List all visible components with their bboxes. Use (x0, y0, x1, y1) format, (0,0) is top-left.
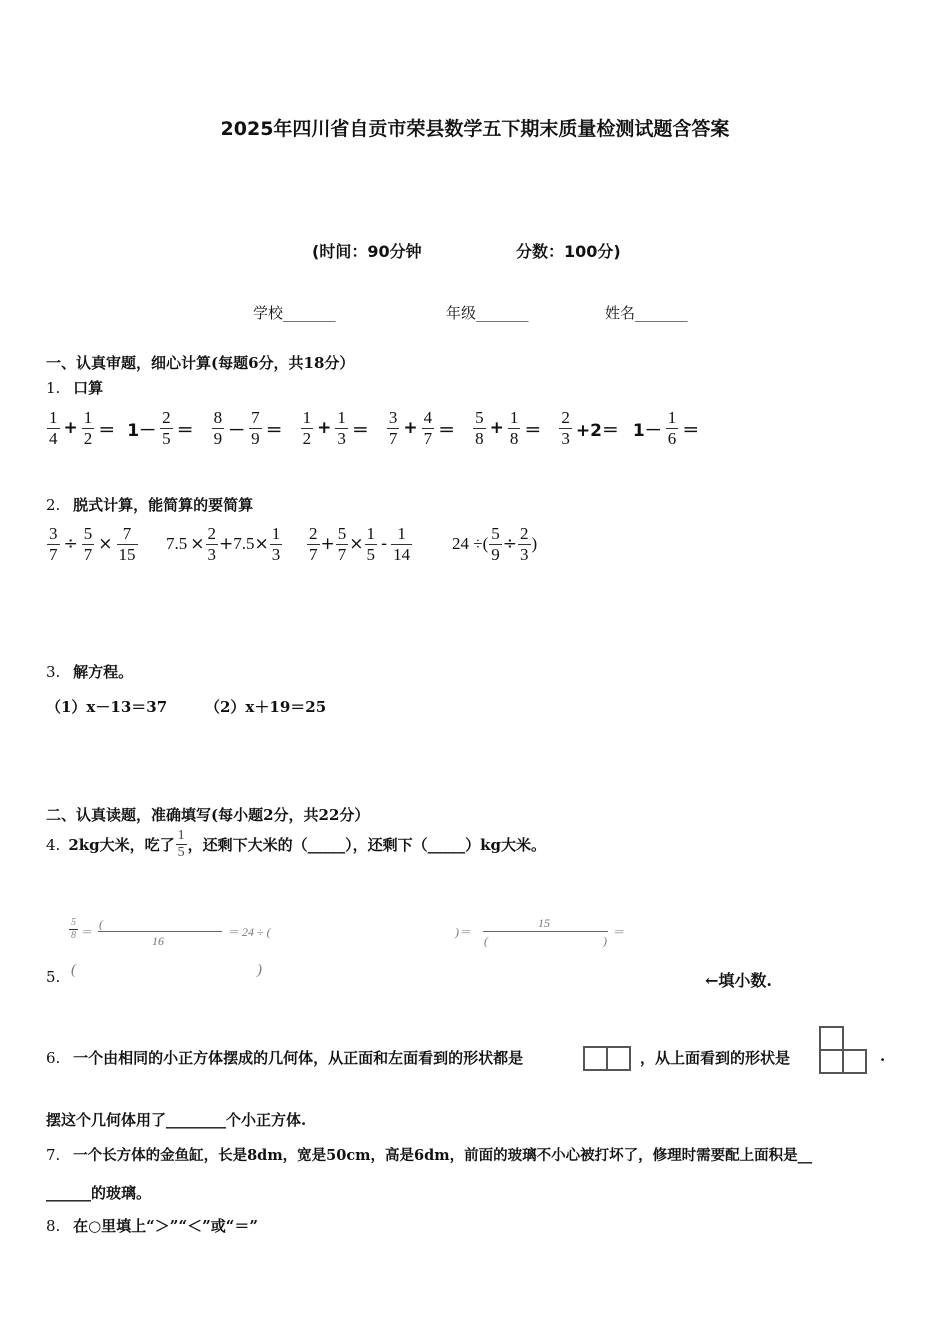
q3-no: 3. (46, 663, 61, 681)
oral-item-a (46, 408, 118, 448)
q2_items-d-pre: 24 ÷( (452, 534, 489, 554)
q4-no: 4. (46, 835, 61, 854)
top-view-square (819, 1026, 844, 1051)
q2_items-c-n2: 5 (337, 524, 347, 543)
q2_items-d-post: ) (531, 534, 538, 554)
q5-b2: ) (257, 962, 262, 978)
q7-text: 一个长方体的金鱼缸，长是8dm，宽是50cm，高是6dm，前面的玻璃不小心被打坏了，修理时需要配上面积是__ (73, 1147, 813, 1164)
fraction (518, 524, 531, 564)
q1_items-g-n: 2 (561, 408, 570, 427)
q1_items-f-d2: 8 (509, 428, 519, 448)
q5-instruction: ←填小数. (705, 971, 772, 990)
q5-f1d: 8 (71, 929, 76, 941)
question-4 (46, 828, 546, 861)
question-6 (46, 1047, 523, 1068)
question-2 (46, 494, 253, 515)
oral-item-f (472, 408, 544, 448)
q1_items-e-eq: ＝ (438, 420, 456, 441)
oral-item-g (558, 408, 622, 448)
score-label: 分数：100分) (516, 242, 621, 261)
q1_items-e-op: + (403, 418, 418, 439)
q2_items-c-n1: 2 (309, 524, 318, 543)
expression-b (163, 524, 283, 564)
fraction (47, 524, 60, 564)
q2_items-c-op1: + (320, 534, 335, 555)
q2_items-b-op1: × (190, 534, 205, 555)
q2_items-d-d2: 3 (520, 544, 529, 564)
equation-2: （2）x＋19＝25 (205, 698, 327, 716)
q1_items-h-n: 1 (667, 408, 677, 427)
q1_items-a-op: + (63, 418, 78, 439)
fraction (47, 408, 60, 448)
q1_items-c-n2: 7 (251, 408, 260, 427)
q2_items-d-n2: 2 (520, 524, 529, 543)
fraction (422, 408, 435, 448)
q4-n: 1 (177, 828, 185, 843)
question-7 (46, 1144, 812, 1165)
q2-text: 脱式计算，能简算的要简算 (73, 496, 254, 514)
q8-no: 8. (46, 1217, 61, 1235)
q1_items-f-d1: 8 (475, 428, 484, 448)
q1_items-c-n1: 8 (213, 408, 223, 427)
question-8 (46, 1215, 258, 1236)
section-2-heading: 二、认真读题，准确填写(每小题2分，共22分） (46, 806, 370, 824)
question-1 (46, 377, 103, 398)
fraction (559, 408, 572, 448)
expression-c (306, 524, 413, 564)
q1_items-h-d: 6 (667, 428, 677, 448)
q2_items-a-op1: ÷ (63, 534, 78, 555)
q1_items-c-d2: 9 (251, 428, 260, 448)
oral-calc-row (46, 408, 702, 448)
equation-1: （1）x－13＝37 (46, 698, 168, 716)
fraction (335, 408, 348, 448)
q1_items-d-d1: 2 (302, 428, 312, 448)
fraction (212, 408, 225, 448)
q2_items-d-op: ÷ (502, 534, 517, 555)
q1_items-d-op: + (317, 418, 332, 439)
q3-text: 解方程。 (73, 663, 134, 681)
name-field[interactable]: 姓名_______ (605, 304, 688, 322)
q5-p3: ( (484, 934, 488, 948)
expression-a (46, 524, 139, 564)
front-view-square (606, 1046, 631, 1071)
q2_items-c-op2: × (349, 534, 364, 555)
q2_items-d-n1: 5 (491, 524, 500, 543)
q1_items-c-op: － (228, 420, 246, 441)
fraction (69, 917, 78, 941)
q5-eq4: ＝ (612, 925, 625, 939)
q4-post[interactable]: ，还剩下大米的（_____），还剩下（_____）kg大米。 (187, 836, 547, 855)
q1_items-e-d2: 7 (423, 428, 433, 448)
q2_items-a-d3: 15 (118, 544, 136, 564)
q1_items-b-pre: 1－ (127, 420, 157, 441)
fraction (365, 524, 378, 564)
fraction (489, 524, 502, 564)
q2_items-a-d2: 7 (83, 544, 93, 564)
q6-no: 6. (46, 1049, 61, 1067)
fraction (666, 408, 679, 448)
fraction (336, 524, 349, 564)
q2-no: 2. (46, 496, 61, 514)
q5-p1: ( (99, 917, 103, 931)
section-1-heading: 一、认真审题，细心计算(每题6分，共18分） (46, 354, 355, 372)
q1_items-d-n2: 1 (337, 408, 346, 427)
expression-d (452, 524, 537, 564)
fraction (307, 524, 320, 564)
q1_items-f-eq: ＝ (524, 420, 542, 441)
q5-fraction (68, 917, 79, 941)
q2_items-c-d1: 7 (309, 544, 318, 564)
q1_items-f-op: + (489, 418, 504, 439)
fraction (473, 408, 486, 448)
q2_items-c-op3: - (381, 534, 388, 555)
q6-dot: . (880, 1047, 886, 1065)
q2_items-b-w2: 7.5 (233, 534, 255, 554)
fraction (301, 408, 314, 448)
q1_items-b-eq: ＝ (176, 420, 194, 441)
q2_items-c-d3: 5 (366, 544, 375, 564)
q6-text1: 一个由相同的小正方体摆成的几何体，从正面和左面看到的形状都是 (73, 1049, 524, 1067)
q1_items-h-eq: ＝ (682, 420, 700, 441)
q2_items-b-n2: 1 (271, 524, 281, 543)
q1_items-d-n1: 1 (302, 408, 312, 427)
question-text: 口算 (73, 379, 104, 397)
fraction (206, 524, 219, 564)
fraction (82, 524, 95, 564)
q2_items-b-n1: 2 (207, 524, 216, 543)
q4-pre: 2kg大米，吃了 (68, 836, 175, 855)
q8-text: 在○里填上“＞”“＜”或“＝” (73, 1217, 258, 1235)
q1_items-f-n2: 1 (509, 408, 519, 427)
question-6-line2[interactable]: 摆这个几何体用了________个小正方体. (46, 1111, 307, 1129)
fraction (160, 408, 173, 448)
q1_items-d-d2: 3 (337, 428, 346, 448)
q2_items-b-w1: 7.5 (166, 534, 188, 554)
fraction (117, 524, 138, 564)
q2_items-a-d1: 7 (49, 544, 58, 564)
q5-p4: ) (603, 934, 607, 948)
q2_items-b-op2: + (219, 534, 234, 555)
q2_items-d-d1: 9 (491, 544, 500, 564)
page-title: 2025年四川省自贡市荣县数学五下期末质量检测试题含答案 (220, 118, 730, 140)
q1_items-b-n: 2 (162, 408, 171, 427)
oral-item-e (386, 408, 458, 448)
q2_items-c-d4: 14 (393, 544, 411, 564)
q5-f1n: 5 (71, 917, 76, 928)
q5-eq3: )＝ (455, 925, 471, 939)
fraction (82, 408, 95, 448)
question-3 (46, 661, 133, 682)
time-label: (时间：90分钟 (312, 242, 422, 261)
question-5-number: 5. (46, 968, 61, 986)
top-view-square (842, 1049, 867, 1074)
q1_items-a-n2: 1 (83, 408, 93, 427)
fraction (387, 408, 400, 448)
front-view-square (583, 1046, 608, 1071)
q2_items-b-d1: 3 (207, 544, 216, 564)
fraction (391, 524, 412, 564)
q2_items-a-n3: 7 (122, 524, 132, 543)
q1_items-a-eq: ＝ (98, 420, 116, 441)
oral-item-c (211, 408, 286, 448)
fraction (508, 408, 521, 448)
q2_items-a-op2: × (98, 534, 113, 555)
q1_items-b-d: 5 (162, 428, 171, 448)
q1_items-g-d: 3 (561, 428, 570, 448)
q1_items-e-d1: 7 (388, 428, 398, 448)
q1_items-h-pre: 1－ (632, 420, 662, 441)
q2_items-b-d2: 3 (271, 544, 281, 564)
top-view-square (819, 1049, 844, 1074)
question-number: 1. (46, 379, 61, 397)
grade-field[interactable]: 年级_______ (446, 304, 529, 322)
q2_items-b-op3: × (254, 534, 269, 555)
q1_items-e-n1: 3 (388, 408, 398, 427)
fraction (270, 524, 283, 564)
q1_items-d-eq: ＝ (351, 420, 369, 441)
q2_items-a-n2: 5 (83, 524, 93, 543)
oral-item-h (630, 408, 702, 448)
school-field[interactable]: 学校_______ (253, 304, 336, 322)
q2_items-c-n4: 1 (397, 524, 406, 543)
q5-den16: 16 (152, 934, 164, 948)
fraction (249, 408, 262, 448)
q2_items-c-d2: 7 (337, 544, 347, 564)
q1_items-a-d2: 2 (83, 428, 93, 448)
q1_items-a-d1: 4 (49, 428, 58, 448)
q2_items-a-n1: 3 (49, 524, 58, 543)
q1_items-g-post: +2＝ (575, 420, 619, 441)
q1_items-e-n2: 4 (423, 408, 433, 427)
question-7-line2[interactable]: ______的玻璃。 (46, 1184, 152, 1202)
q5-eq2: ＝ 24 ÷ ( (227, 925, 271, 939)
oral-item-d (300, 408, 372, 448)
q1_items-f-n1: 5 (475, 408, 484, 427)
q5-num15: 15 (538, 916, 550, 930)
q1_items-a-n1: 1 (49, 408, 58, 427)
fraction (176, 828, 187, 861)
q5-b1: ( (71, 962, 76, 978)
q7-no: 7. (46, 1146, 61, 1164)
oral-item-b (124, 408, 196, 448)
q6-text2: ，从上面看到的形状是 (640, 1049, 791, 1067)
q1_items-c-d1: 9 (213, 428, 223, 448)
q2_items-c-n3: 1 (366, 524, 375, 543)
q4-d: 5 (177, 845, 185, 861)
q1_items-c-eq: ＝ (265, 420, 283, 441)
q5-eq1: ＝ (80, 925, 93, 939)
